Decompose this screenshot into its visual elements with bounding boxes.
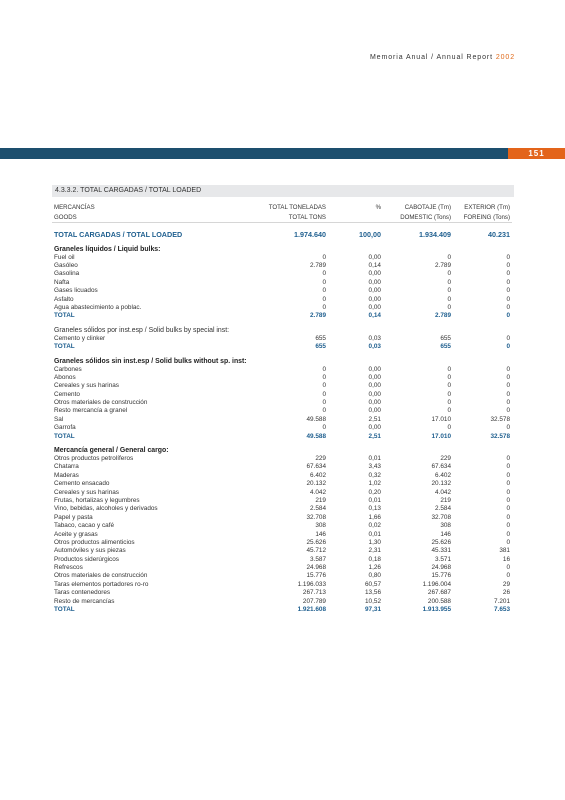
cell-domestic: 229 (440, 455, 451, 463)
cell-goods: Taras elementos portadores ro-ro (54, 580, 149, 588)
cell-total-tons: 25.626 (306, 538, 326, 546)
table-row (52, 505, 512, 513)
cell-total-tons: 1.196.033 (297, 580, 326, 588)
running-title: Memoria Anual / Annual Report (369, 54, 493, 61)
cell-goods: Nafta (54, 278, 70, 286)
col-foreign-es: EXTERIOR (Tm) (464, 204, 510, 211)
cell-foreign: 0 (506, 390, 510, 398)
grand-total-row (52, 230, 512, 240)
cell-domestic: 0 (447, 424, 451, 432)
table-row (52, 463, 512, 471)
cell-goods: TOTAL (54, 432, 75, 440)
cell-total-tons: 655 (315, 343, 326, 351)
cell-foreign: 0 (506, 295, 510, 303)
table-row (52, 539, 512, 547)
grand-total-foreign: 40.231 (488, 229, 510, 239)
cell-total-tons: 0 (322, 399, 326, 407)
cell-goods: Otros materiales de construcción (54, 399, 148, 407)
cell-goods: Vino, bebidas, alcoholes y derivados (54, 505, 158, 513)
cell-percent: 0,00 (368, 278, 381, 286)
cell-foreign: 0 (506, 505, 510, 513)
cell-percent: 2,51 (368, 432, 381, 440)
cell-domestic: 308 (440, 522, 451, 530)
cell-total-tons: 49.588 (306, 432, 326, 440)
cell-percent: 0,00 (368, 399, 381, 407)
grand-total-domestic: 1.934.409 (419, 229, 451, 239)
cell-foreign: 0 (506, 496, 510, 504)
cell-total-tons: 32.708 (306, 513, 326, 521)
cell-foreign: 0 (506, 471, 510, 479)
cell-goods: Papel y pasta (54, 513, 93, 521)
group-total-row (52, 343, 512, 351)
table-row (52, 416, 512, 424)
cell-total-tons: 655 (315, 334, 326, 342)
cell-domestic: 0 (447, 373, 451, 381)
cell-domestic: 17.010 (431, 415, 451, 423)
cell-goods: Cereales y sus harinas (54, 382, 120, 390)
col-domestic-es: CABOTAJE (Tm) (404, 204, 451, 211)
report-year: 2002 (495, 54, 515, 61)
cell-goods: Gasolina (54, 270, 80, 278)
table-row (52, 382, 512, 390)
cell-percent: 0,00 (368, 424, 381, 432)
table-row (52, 489, 512, 497)
cell-domestic: 0 (447, 407, 451, 415)
cell-foreign: 0 (506, 382, 510, 390)
cell-domestic: 20.132 (431, 480, 451, 488)
cell-total-tons: 0 (322, 373, 326, 381)
grand-total-label: TOTAL CARGADAS / TOTAL LOADED (54, 229, 183, 239)
table-row (52, 254, 512, 262)
section-title-bar (52, 185, 514, 197)
cell-goods: Cemento y clinker (54, 334, 106, 342)
cell-percent: 3,43 (368, 463, 381, 471)
table-row (52, 556, 512, 564)
cell-goods: Refrescos (54, 564, 83, 572)
table-row (52, 455, 512, 463)
cell-percent: 0,80 (368, 572, 381, 580)
cell-percent: 0,00 (368, 390, 381, 398)
cell-domestic: 2.584 (435, 505, 451, 513)
cell-goods: TOTAL (54, 312, 75, 320)
cell-domestic: 0 (447, 278, 451, 286)
cell-domestic: 25.626 (431, 538, 451, 546)
cell-goods: Asfalto (54, 295, 74, 303)
cell-goods: Resto mercancía a granel (54, 407, 128, 415)
cell-percent: 10,52 (365, 597, 381, 605)
table-row (52, 514, 512, 522)
table-row (52, 472, 512, 480)
cell-domestic: 200.588 (427, 597, 451, 605)
table-row (52, 374, 512, 382)
group-title (52, 446, 512, 455)
cell-goods: Fuel oil (54, 253, 75, 261)
table-row (52, 547, 512, 555)
section-title: 4.3.3.2. TOTAL CARGADAS / TOTAL LOADED (55, 187, 202, 194)
table-row (52, 564, 512, 572)
cell-goods: Automóviles y sus piezas (54, 547, 126, 555)
table-row (52, 497, 512, 505)
cell-domestic: 219 (440, 496, 451, 504)
cell-total-tons: 0 (322, 407, 326, 415)
cell-goods: TOTAL (54, 343, 75, 351)
cell-foreign: 0 (506, 365, 510, 373)
col-goods-es: MERCANCÍAS (54, 204, 95, 211)
cell-foreign: 0 (506, 303, 510, 311)
cell-goods: Gasóleo (54, 261, 78, 269)
cell-percent: 0,14 (368, 261, 381, 269)
cell-foreign: 0 (506, 538, 510, 546)
table-row (52, 598, 512, 606)
cell-percent: 0,00 (368, 287, 381, 295)
cell-foreign: 381 (499, 547, 510, 555)
cell-total-tons: 0 (322, 270, 326, 278)
cell-total-tons: 45.712 (306, 547, 326, 555)
cell-foreign: 0 (506, 287, 510, 295)
cell-domestic: 146 (440, 530, 451, 538)
cell-percent: 0,00 (368, 270, 381, 278)
cell-percent: 0,00 (368, 365, 381, 373)
cell-goods: Chatarra (54, 463, 79, 471)
cell-foreign: 0 (506, 261, 510, 269)
cell-percent: 0,02 (368, 522, 381, 530)
group-total-row (52, 312, 512, 320)
cell-goods: Sal (54, 415, 64, 423)
table-row (52, 279, 512, 287)
cell-domestic: 3.571 (435, 555, 451, 563)
table-row (52, 424, 512, 432)
cell-foreign: 32.578 (490, 415, 510, 423)
cell-domestic: 15.776 (431, 572, 451, 580)
cell-total-tons: 2.789 (310, 261, 326, 269)
cell-foreign: 32.578 (490, 432, 510, 440)
header-band (0, 148, 565, 159)
cell-domestic: 2.789 (435, 261, 451, 269)
cell-total-tons: 2.584 (310, 505, 326, 513)
cell-foreign: 0 (506, 253, 510, 261)
cell-percent: 0,32 (368, 471, 381, 479)
cell-percent: 0,01 (368, 496, 381, 504)
cargo-table (52, 203, 512, 614)
cell-foreign: 0 (506, 463, 510, 471)
cell-percent: 0,00 (368, 382, 381, 390)
cell-percent: 0,00 (368, 303, 381, 311)
cell-total-tons: 2.789 (310, 312, 326, 320)
cell-domestic: 267.687 (427, 589, 451, 597)
cell-foreign: 7.201 (494, 597, 510, 605)
cell-goods: Taras contenedores (54, 589, 111, 597)
cell-total-tons: 67.634 (306, 463, 326, 471)
cell-percent: 0,00 (368, 373, 381, 381)
cell-total-tons: 308 (315, 522, 326, 530)
page-number-tab (508, 148, 565, 159)
cell-foreign: 0 (506, 399, 510, 407)
cell-foreign: 0 (506, 343, 510, 351)
cell-percent: 0,20 (368, 488, 381, 496)
cell-foreign: 26 (502, 589, 510, 597)
cell-percent: 0,18 (368, 555, 381, 563)
cell-goods: Resto de mercancías (54, 597, 115, 605)
group-total-row (52, 606, 512, 614)
cell-domestic: 0 (447, 270, 451, 278)
group-total-row (52, 433, 512, 441)
header-separator (52, 222, 512, 223)
cell-total-tons: 0 (322, 382, 326, 390)
table-row (52, 522, 512, 530)
cell-percent: 2,31 (368, 547, 381, 555)
cell-percent: 0,00 (368, 295, 381, 303)
cell-foreign: 0 (506, 373, 510, 381)
table-row (52, 581, 512, 589)
cell-goods: Otros productos alimenticios (54, 538, 135, 546)
cell-foreign: 0 (506, 407, 510, 415)
cell-foreign: 0 (506, 530, 510, 538)
table-row (52, 407, 512, 415)
cell-total-tons: 229 (315, 455, 326, 463)
cell-percent: 60,57 (365, 580, 381, 588)
group-title-text: Graneles sólidos por inst.esp / Solid bulks by special inst: (54, 326, 230, 334)
cell-total-tons: 0 (322, 365, 326, 373)
cell-foreign: 16 (502, 555, 510, 563)
table-row (52, 399, 512, 407)
page-number: 151 (528, 149, 545, 158)
cell-total-tons: 15.776 (306, 572, 326, 580)
group-title-text: Graneles sólidos sin inst.esp / Solid bulks without sp. inst: (54, 357, 247, 365)
cell-domestic: 24.968 (431, 564, 451, 572)
cell-percent: 0,01 (368, 530, 381, 538)
cell-foreign: 0 (506, 572, 510, 580)
cell-domestic: 0 (447, 365, 451, 373)
table-row (52, 589, 512, 597)
col-goods-en: GOODS (54, 213, 77, 221)
cell-goods: Otros materiales de construcción (54, 572, 148, 580)
column-header-row-1 (52, 203, 512, 213)
group-title (52, 357, 512, 366)
col-domestic-en: DOMESTIC (Tons) (400, 213, 451, 221)
group-title (52, 245, 512, 254)
table-row (52, 287, 512, 295)
cell-total-tons: 146 (315, 530, 326, 538)
cell-total-tons: 24.968 (306, 564, 326, 572)
cell-percent: 0,03 (368, 343, 381, 351)
table-row (52, 366, 512, 374)
cell-foreign: 0 (506, 270, 510, 278)
cell-goods: Carbones (54, 365, 82, 373)
cell-goods: Frutas, hortalizas y legumbres (54, 496, 140, 504)
cell-total-tons: 267.713 (302, 589, 326, 597)
cell-foreign: 0 (506, 455, 510, 463)
col-total-en: TOTAL TONS (288, 213, 326, 221)
cell-goods: Garrofa (54, 424, 76, 432)
col-total-es: TOTAL TONELADAS (268, 204, 326, 211)
cell-domestic: 1.196.004 (422, 580, 451, 588)
cell-foreign: 0 (506, 278, 510, 286)
cell-percent: 2,51 (368, 415, 381, 423)
cell-foreign: 0 (506, 522, 510, 530)
cell-foreign: 0 (506, 334, 510, 342)
cell-total-tons: 1.921.608 (297, 606, 326, 614)
cell-foreign: 0 (506, 513, 510, 521)
cargo-groups (52, 245, 512, 615)
table-row (52, 391, 512, 399)
cell-percent: 13,56 (365, 589, 381, 597)
cell-foreign: 0 (506, 312, 510, 320)
cell-domestic: 4.042 (435, 488, 451, 496)
cell-goods: Productos siderúrgicos (54, 555, 120, 563)
cell-foreign: 0 (506, 424, 510, 432)
grand-total-tons: 1.974.640 (294, 229, 326, 239)
cell-domestic: 1.913.955 (422, 606, 451, 614)
cell-domestic: 32.708 (431, 513, 451, 521)
cell-percent: 0,14 (368, 312, 381, 320)
cell-domestic: 17.010 (431, 432, 451, 440)
table-row (52, 531, 512, 539)
table-row (52, 296, 512, 304)
cell-foreign: 29 (502, 580, 510, 588)
table-row (52, 480, 512, 488)
cell-percent: 97,31 (365, 606, 381, 614)
cell-domestic: 2.789 (435, 312, 451, 320)
cell-percent: 0,03 (368, 334, 381, 342)
cell-goods: Cemento ensacado (54, 480, 110, 488)
cell-foreign: 7.653 (494, 606, 510, 614)
table-row (52, 304, 512, 312)
cell-percent: 1,26 (368, 564, 381, 572)
cell-goods: Cemento (54, 390, 80, 398)
cell-total-tons: 20.132 (306, 480, 326, 488)
cell-domestic: 0 (447, 390, 451, 398)
cell-total-tons: 6.402 (310, 471, 326, 479)
cell-domestic: 0 (447, 399, 451, 407)
cell-total-tons: 0 (322, 278, 326, 286)
cell-percent: 1,66 (368, 513, 381, 521)
cell-domestic: 655 (440, 334, 451, 342)
cell-total-tons: 49.588 (306, 415, 326, 423)
cell-total-tons: 4.042 (310, 488, 326, 496)
cell-foreign: 0 (506, 488, 510, 496)
cell-total-tons: 0 (322, 253, 326, 261)
cell-goods: Cereales y sus harinas (54, 488, 120, 496)
cell-percent: 0,00 (368, 407, 381, 415)
cell-goods: TOTAL (54, 606, 75, 614)
grand-total-percent: 100,00 (359, 229, 381, 239)
cell-total-tons: 3.587 (310, 555, 326, 563)
cell-goods: Aceite y grasas (54, 530, 98, 538)
cell-total-tons: 0 (322, 303, 326, 311)
cell-goods: Tabaco, cacao y café (54, 522, 115, 530)
cell-domestic: 67.634 (431, 463, 451, 471)
cell-foreign: 0 (506, 480, 510, 488)
cell-total-tons: 0 (322, 287, 326, 295)
cell-total-tons: 0 (322, 390, 326, 398)
table-row (52, 270, 512, 278)
cell-percent: 0,00 (368, 253, 381, 261)
cell-domestic: 45.331 (431, 547, 451, 555)
cell-total-tons: 219 (315, 496, 326, 504)
cell-goods: Gases licuados (54, 287, 98, 295)
group-title-text: Graneles líquidos / Liquid bulks: (54, 245, 161, 253)
cell-goods: Abonos (54, 373, 76, 381)
cell-percent: 0,01 (368, 455, 381, 463)
cell-domestic: 0 (447, 382, 451, 390)
cell-domestic: 0 (447, 287, 451, 295)
cell-domestic: 0 (447, 295, 451, 303)
cell-goods: Agua abastecimiento a poblac. (54, 303, 142, 311)
col-foreign-en: FOREING (Tons) (463, 213, 510, 221)
col-percent: % (375, 204, 381, 211)
table-row (52, 572, 512, 580)
cell-percent: 0,13 (368, 505, 381, 513)
group-title (52, 326, 512, 335)
table-row (52, 335, 512, 343)
group-title-text: Mercancía general / General cargo: (54, 447, 169, 455)
cell-goods: Otros productos petrolíferos (54, 455, 134, 463)
cell-domestic: 655 (440, 343, 451, 351)
cell-total-tons: 0 (322, 424, 326, 432)
cell-goods: Maderas (54, 471, 79, 479)
cell-domestic: 0 (447, 303, 451, 311)
running-head (370, 54, 515, 61)
cell-domestic: 6.402 (435, 471, 451, 479)
cell-foreign: 0 (506, 564, 510, 572)
cell-total-tons: 0 (322, 295, 326, 303)
cell-percent: 1,30 (368, 538, 381, 546)
cell-percent: 1,02 (368, 480, 381, 488)
cell-domestic: 0 (447, 253, 451, 261)
table-row (52, 262, 512, 270)
cell-total-tons: 207.789 (302, 597, 326, 605)
